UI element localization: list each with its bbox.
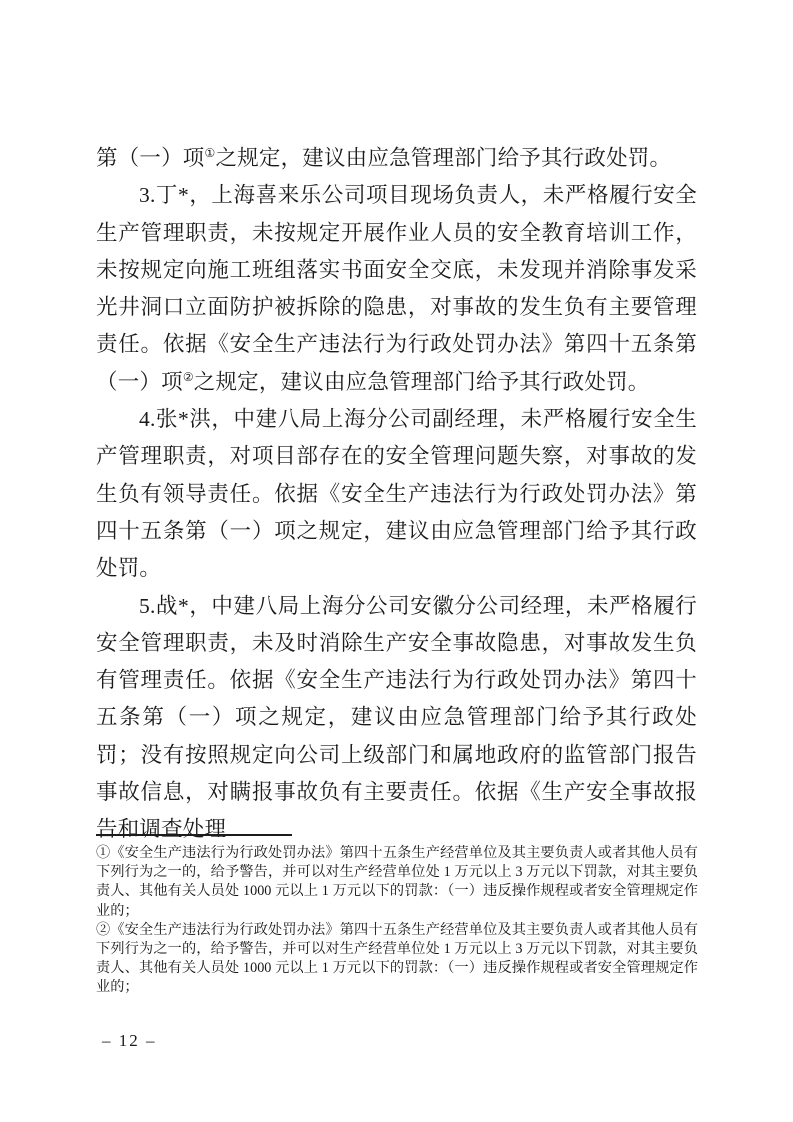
body-paragraph-item-4	[96, 401, 697, 587]
body-paragraph-item-3	[96, 177, 697, 401]
paragraph-text: 4.张*洪，中建八局上海分公司副经理，未严格履行安全生产管理职责，对项目部存在的安全管理问题失察，对事故的发生负有领导责任。依据《安全生产违法行为行政处罚办法》第四十五条第（一）项之规定，建议由应急管理部门给予其行政处罚。	[96, 407, 697, 581]
paragraph-text: 之规定，建议由应急管理部门给予其行政处罚。	[193, 369, 650, 394]
document-body	[96, 140, 697, 849]
footnote-ref-2: ②	[182, 369, 194, 384]
footnote-separator-rule	[96, 834, 292, 836]
body-paragraph-item-5	[96, 588, 697, 849]
footnote-marker: ②	[96, 921, 111, 938]
paragraph-text: 之规定，建议由应急管理部门给予其行政处罚。	[215, 146, 672, 170]
page-number: – 12 –	[102, 1031, 157, 1050]
footnote-marker: ①	[96, 845, 111, 861]
body-paragraph-continuation	[96, 140, 697, 177]
paragraph-text: 5.战*，中建八局上海分公司安徽分公司经理，未严格履行安全管理职责，未及时消除生产安全事故隐患，对事故发生负有管理责任。依据《安全生产违法行为行政处罚办法》第四十五条第（一）项之规定，建议由应急管理部门给予其行政处罚；没有按照规定向公司上级部门和属地政府的监管部门报告事故信息，对瞒报事故负有主要责任。依据《生产安全事故报告和调查处理	[96, 593, 697, 842]
footnote-text: 《安全生产违法行为行政处罚办法》第四十五条生产经营单位及其主要负责人或者其他人员有下列行为之一的，给予警告，并可以对生产经营单位处 1 万元以上 3 万元以下罚款，对其主要负责人、其他有关人员处 1000 元以上 1 万元以下的罚款：（一）违反操作规程或者安全管理规定作业的；	[96, 845, 698, 919]
footnote-text: 《安全生产违法行为行政处罚办法》第四十五条生产经营单位及其主要负责人或者其他人员有下列行为之一的，给予警告，并可以对生产经营单位处 1 万元以上 3 万元以下罚款，对其主要负责人、其他有关人员处 1000 元以上 1 万元以下的罚款：（一）违反操作规程或者安全管理规定作业的；	[96, 921, 698, 996]
paragraph-text: 第（一）项	[96, 146, 205, 170]
footnote-ref-1: ①	[204, 145, 216, 160]
footnotes-section	[96, 834, 698, 998]
footnote-2	[96, 921, 698, 998]
paragraph-text: 3.丁*，上海喜来乐公司项目现场负责人，未严格履行安全生产管理职责，未按规定开展作业人员的安全教育培训工作，未按规定向施工班组落实书面安全交底，未发现并消除事发采光井洞口立面防护被拆除的隐患，对事故的发生负有主要管理责任。依据《安全生产违法行为行政处罚办法》第四十五条第（一）项	[96, 183, 697, 394]
footnote-1	[96, 844, 698, 921]
